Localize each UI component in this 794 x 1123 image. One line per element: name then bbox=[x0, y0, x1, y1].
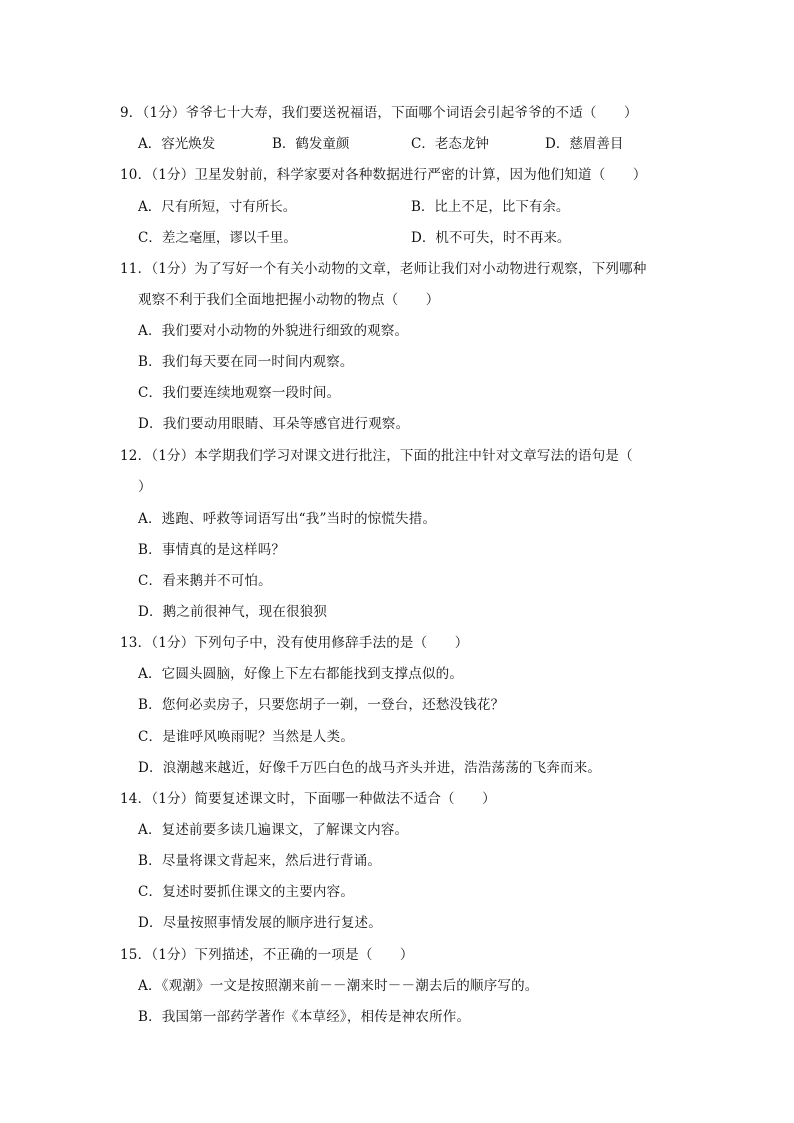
question-13-option-b: B．您何必卖房子，只要您胡子一剃，一登台，还愁没钱花？ bbox=[138, 697, 505, 713]
question-11-option-c: C．我们要连续地观察一段时间。 bbox=[138, 385, 341, 401]
question-13-option-c: C．是谁呼风唤雨呢？当然是人类。 bbox=[138, 729, 355, 745]
question-10-option-c: C．差之毫厘，谬以千里。 bbox=[138, 230, 297, 246]
question-14-option-b: B．尽量将课文背起来，然后进行背诵。 bbox=[138, 853, 382, 869]
question-9-option-d: D．慈眉善目 bbox=[545, 136, 624, 152]
question-13-option-d: D．浪潮越来越近，好像千万匹白色的战马齐头并进，浩浩荡荡的飞奔而来。 bbox=[138, 760, 602, 776]
question-14-option-a: A．复述前要多读几遍课文，了解课文内容。 bbox=[138, 822, 409, 838]
question-10-stem: 10．（1分）卫星发射前，科学家要对各种数据进行严密的计算，因为他们知道（ ） bbox=[120, 167, 647, 183]
question-12-option-d: D．鹅之前很神气，现在很狼狈 bbox=[138, 604, 328, 620]
question-11-option-b: B．我们每天要在同一时间内观察。 bbox=[138, 354, 354, 370]
question-12-option-b: B．事情真的是这样吗？ bbox=[138, 542, 286, 558]
question-15-option-b: B．我国第一部药学著作《本草经》，相传是神农所作。 bbox=[138, 1009, 471, 1025]
question-13-option-a: A．它圆头圆脑，好像上下左右都能找到支撑点似的。 bbox=[138, 666, 464, 682]
question-12-stem-line-1: 12．（1分）本学期我们学习对课文进行批注，下面的批注中针对文章写法的语句是（ bbox=[120, 448, 633, 464]
question-11-option-d: D．我们要动用眼睛、耳朵等感官进行观察。 bbox=[138, 416, 410, 432]
question-15-stem: 15．（1分）下列描述，不正确的一项是（ ） bbox=[120, 947, 414, 963]
question-14-option-d: D．尽量按照事情发展的顺序进行复述。 bbox=[138, 915, 382, 931]
question-11-stem-line-2: 观察不利于我们全面地把握小动物的物点（ ） bbox=[138, 292, 440, 308]
question-14-stem: 14．（1分）简要复述课文时，下面哪一种做法不适合（ ） bbox=[120, 791, 496, 807]
question-10-option-b: B．比上不足，比下有余。 bbox=[411, 199, 570, 215]
question-12-option-c: C．看来鹅并不可怕。 bbox=[138, 573, 272, 589]
question-9-option-a: A．容光焕发 bbox=[138, 136, 216, 152]
question-11-stem-line-1: 11．（1分）为了写好一个有关小动物的文章，老师让我们对小动物进行观察，下列哪种 bbox=[120, 261, 647, 277]
question-15-option-a: A．《观潮》一文是按照潮来前－－潮来时－－潮去后的顺序写的。 bbox=[138, 978, 539, 994]
question-13-stem: 13．（1分）下列句子中，没有使用修辞手法的是（ ） bbox=[120, 635, 469, 651]
question-10-option-d: D．机不可失，时不再来。 bbox=[411, 230, 571, 246]
question-14-option-c: C．复述时要抓住课文的主要内容。 bbox=[138, 884, 355, 900]
question-12-stem-line-2: ） bbox=[138, 479, 152, 495]
question-9-stem: 9．（1分）爷爷七十大寿，我们要送祝福语，下面哪个词语会引起爷爷的不适（ ） bbox=[120, 105, 638, 121]
question-9-option-c: C．老态龙钟 bbox=[411, 136, 489, 152]
question-11-option-a: A．我们要对小动物的外貌进行细致的观察。 bbox=[138, 323, 409, 339]
question-12-option-a: A．逃跑、呼救等词语写出“我”当时的惊慌失措。 bbox=[138, 511, 437, 527]
question-9-option-b: B．鹤发童颜 bbox=[272, 136, 350, 152]
question-10-option-a: A．尺有所短，寸有所长。 bbox=[138, 199, 297, 215]
